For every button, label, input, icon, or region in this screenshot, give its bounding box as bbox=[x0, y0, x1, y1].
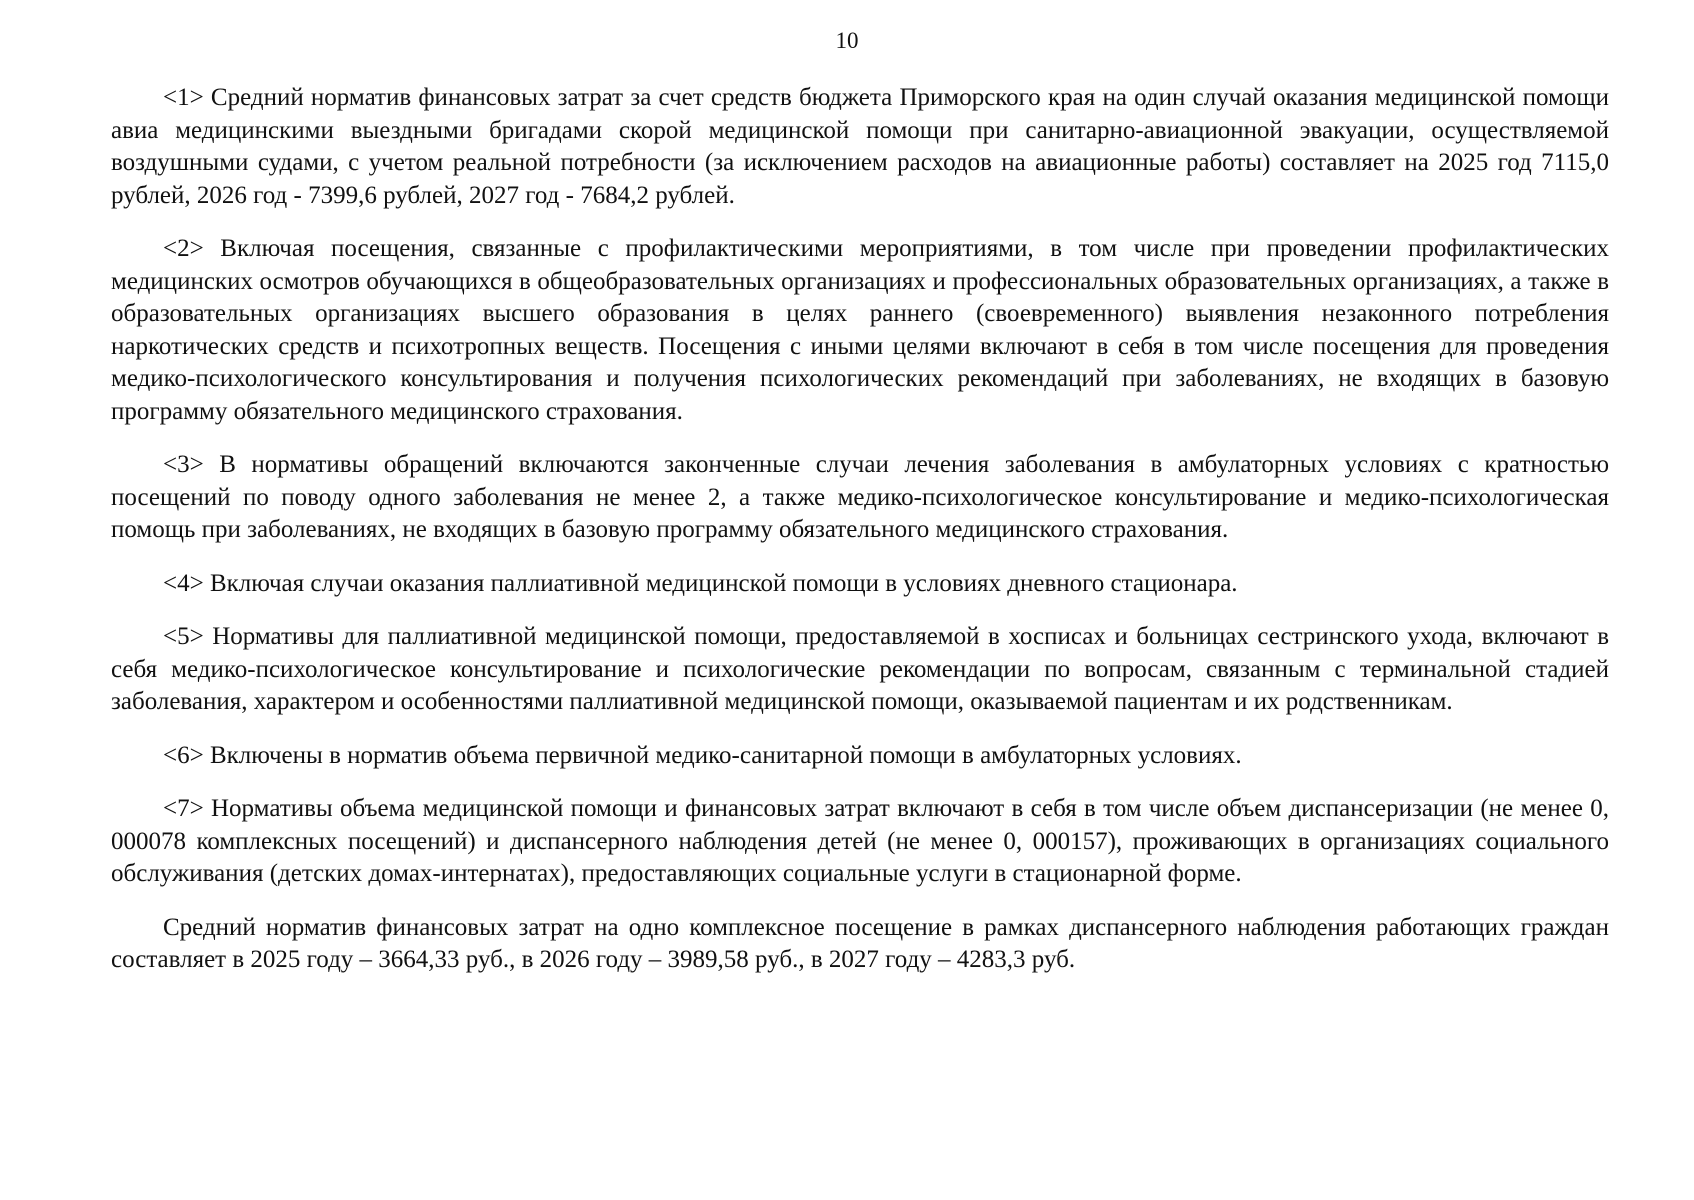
footnote-6: <6> Включены в норматив объема первичной медико-санитарной помощи в амбулаторных условиях. bbox=[163, 741, 1242, 769]
footnote-4: <4> Включая случаи оказания паллиативной медицинской помощи в условиях дневного стационара. bbox=[163, 569, 1238, 597]
footnote-1: <1> Средний норматив финансовых затрат за счет средств бюджета Приморского края на один случай оказания медицинской помощи авиа медицинскими выездными бригадами скорой медицинской помощи при санитарно-авиационной эвакуации, осуществляемой воздушными судами, с учетом реальной потребности (за исключением расходов на авиационные работы) составляет на 2025 год 7115,0 рублей, 2026 год - 7399,6 рублей, 2027 год - 7684,2 рублей. bbox=[111, 84, 1609, 209]
page-number: 10 bbox=[835, 28, 859, 53]
document-body bbox=[111, 82, 1609, 998]
footnote-7: <7> Нормативы объема медицинской помощи и финансовых затрат включают в себя в том числе объем диспансеризации (не менее 0, 000078 комплексных посещений) и диспансерного наблюдения детей (не менее 0, 000157), проживающих в организациях социального обслуживания (детских домах-интернатах), предоставляющих социальные услуги в стационарной форме. bbox=[111, 795, 1609, 887]
footnote-2: <2> Включая посещения, связанные с профилактическими мероприятиями, в том числе при проведении профилактических медицинских осмотров обучающихся в общеобразовательных организациях и профессиональных образовательных организациях, а также в образовательных организациях высшего образования в целях раннего (своевременного) выявления незаконного потребления наркотических средств и психотропных веществ. Посещения с иными целями включают в себя в том числе посещения для проведения медико-психологического консультирования и получения психологических рекомендаций при заболеваниях, не входящих в базовую программу обязательного медицинского страхования. bbox=[111, 235, 1609, 425]
footnote-5: <5> Нормативы для паллиативной медицинской помощи, предоставляемой в хосписах и больницах сестринского ухода, включают в себя медико-психологическое консультирование и психологические рекомендации по вопросам, связанным с терминальной стадией заболевания, характером и особенностями паллиативной медицинской помощи, оказываемой пациентам и их родственникам. bbox=[111, 623, 1609, 715]
footnote-3: <3> В нормативы обращений включаются законченные случаи лечения заболевания в амбулаторных условиях с кратностью посещений по поводу одного заболевания не менее 2, а также медико-психологическое консультирование и медико-психологическая помощь при заболеваниях, не входящих в базовую программу обязательного медицинского страхования. bbox=[111, 451, 1609, 543]
closing-paragraph: Средний норматив финансовых затрат на одно комплексное посещение в рамках диспансерного наблюдения работающих граждан составляет в 2025 году – 3664,33 руб., в 2026 году – 3989,58 руб., в 2027 году – 4283,3 руб. bbox=[111, 913, 1609, 973]
